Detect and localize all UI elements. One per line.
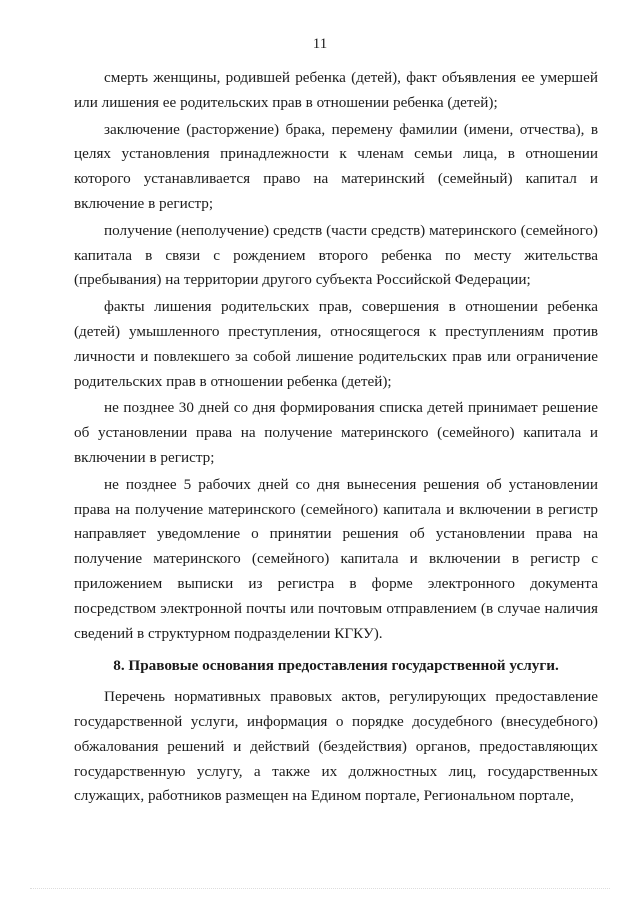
paragraph-decision-30-days: не позднее 30 дней со дня формирования списка детей принимает решение об установлении права на получение материнского (семейного) капитала и включении в регистр; [74, 399, 598, 466]
paragraph-capital-receipt: получение (неполучение) средств (части средств) материнского (семейного) капитала в связи с рождением второго ребенка по месту жительства (пребывания) на территории другого субъекта Российской Федерации; [74, 221, 598, 289]
document-body [74, 66, 598, 811]
paragraph-notification-5-days: не позднее 5 рабочих дней со дня вынесения решения об установлении права на получение материнского (семейного) капитала и включении в регистр направляет уведомление о принятии решения об установлении права на получение материнского (семейного) капитала и включении в регистр с приложением выписки из регистра в форме электронного документа посредством электронной почты или почтовым отправлением (в случае наличия сведений в структурном подразделении КГКУ). [74, 475, 598, 642]
section-heading: 8. Правовые основания предоставления государственной услуги. [113, 657, 559, 675]
paragraph-marriage-name-change: заключение (расторжение) брака, перемену фамилии (имени, отчества), в целях установления принадлежности к членам семьи лица, в отношении которого устанавливается право на материнский (семейный) капитал и включение в регистр; [74, 120, 598, 212]
scan-artifact-line [30, 888, 610, 891]
section-paragraph: Перечень нормативных правовых актов, регулирующих предоставление государственной услуги, информация о порядке досудебного (внесудебного) обжалования решений и действий (бездействия) органов, предоставляющих государственную услугу, а также их должностных лиц, государственных служащих, работников размещен на Едином портале, Региональном портале, [74, 688, 598, 805]
paragraph-death-or-deprivation: смерть женщины, родившей ребенка (детей), факт объявления ее умершей или лишения ее родительских прав в отношении ребенка (детей); [74, 69, 598, 111]
page-number: 11 [312, 36, 328, 52]
paragraph-parental-rights-facts: факты лишения родительских прав, совершения в отношении ребенка (детей) умышленного преступления, относящегося к преступлениям против личности и повлекшего за собой лишение родительских прав или ограничение родительских прав в отношении ребенка (детей); [74, 298, 598, 390]
